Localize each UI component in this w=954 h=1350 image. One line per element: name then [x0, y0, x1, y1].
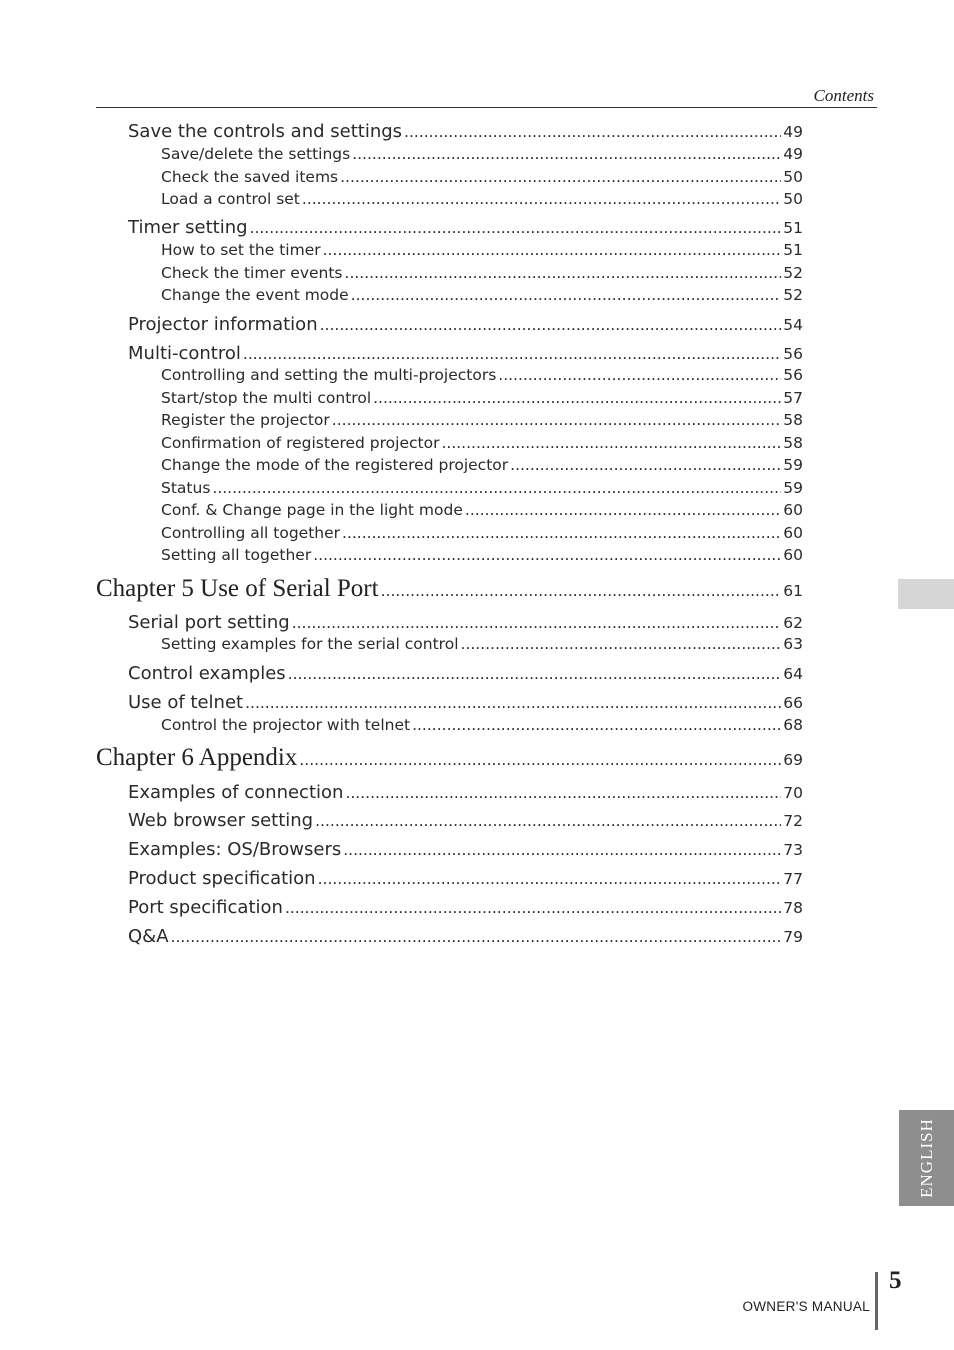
toc-entry: [128, 343, 803, 364]
toc-entry-page: 49: [783, 145, 803, 163]
toc-entry: [128, 217, 803, 238]
toc-entry: [161, 501, 803, 519]
toc-entry: [128, 612, 803, 633]
toc-entry-title: Change the mode of the registered projector: [161, 456, 509, 474]
toc-dot-leader: [498, 366, 781, 384]
toc-chapter-entry: [96, 744, 803, 772]
toc-entry: [161, 456, 803, 474]
chapter-side-tab: [898, 579, 954, 609]
toc-entry: [161, 366, 803, 384]
toc-chapter-entry: [96, 575, 803, 603]
toc-entry-title: Start/stop the multi control: [161, 389, 372, 407]
toc-dot-leader: [245, 694, 781, 712]
toc-entry-page: 59: [783, 479, 803, 497]
toc-entry: [128, 868, 803, 889]
toc-entry-page: 58: [783, 434, 803, 452]
toc-entry: [128, 121, 803, 142]
toc-dot-leader: [465, 501, 781, 519]
toc-entry-page: 56: [783, 366, 803, 384]
toc-entry: [128, 839, 803, 860]
toc-entry-page: 72: [783, 812, 803, 830]
toc-dot-leader: [212, 479, 781, 497]
toc-entry-page: 66: [783, 694, 803, 712]
toc-dot-leader: [343, 841, 781, 859]
toc-entry-page: 77: [783, 870, 803, 888]
toc-entry-page: 60: [783, 524, 803, 542]
toc-entry-page: 50: [783, 168, 803, 186]
toc-entry-title: How to set the timer: [161, 241, 321, 259]
toc-entry: [161, 479, 803, 497]
toc-dot-leader: [345, 264, 782, 282]
toc-entry-title: Setting all together: [161, 546, 312, 564]
toc-entry: [128, 663, 803, 684]
toc-dot-leader: [441, 434, 781, 452]
toc-entry-page: 57: [783, 389, 803, 407]
toc-entry-title: Control examples: [128, 663, 286, 684]
footer-rule: [875, 1272, 878, 1330]
toc-entry: [161, 190, 803, 208]
toc-dot-leader: [320, 316, 782, 334]
toc-dot-leader: [373, 389, 781, 407]
toc-entry: [161, 264, 803, 282]
toc-entry: [161, 168, 803, 186]
toc-entry-title: Product specification: [128, 868, 316, 889]
toc-dot-leader: [332, 411, 782, 429]
toc-dot-leader: [285, 899, 781, 917]
toc-entry-title: Register the projector: [161, 411, 330, 429]
toc-entry-page: 62: [783, 614, 803, 632]
toc-entry-page: 70: [783, 784, 803, 802]
toc-dot-leader: [323, 241, 782, 259]
toc-entry: [161, 546, 803, 564]
toc-entry-title: Check the timer events: [161, 264, 343, 282]
toc-entry-page: 79: [783, 928, 803, 946]
toc-entry-title: Chapter 5 Use of Serial Port: [96, 575, 379, 602]
toc-entry-title: Conf. & Change page in the light mode: [161, 501, 463, 519]
toc-entry: [161, 635, 803, 653]
toc-dot-leader: [292, 614, 782, 632]
toc-entry: [161, 524, 803, 542]
toc-entry-title: Save/delete the settings: [161, 145, 351, 163]
toc-entry-page: 58: [783, 411, 803, 429]
toc-entry-page: 51: [783, 219, 803, 237]
toc-entry-title: Confirmation of registered projector: [161, 434, 440, 452]
toc-entry-title: Examples of connection: [128, 782, 344, 803]
toc-entry: [161, 389, 803, 407]
toc-entry-title: Change the event mode: [161, 286, 349, 304]
toc-dot-leader: [288, 665, 782, 683]
toc-entry-page: 60: [783, 501, 803, 519]
toc-entry-title: Web browser setting: [128, 810, 314, 831]
toc-dot-leader: [342, 524, 781, 542]
toc-entry: [161, 241, 803, 259]
toc-dot-leader: [243, 345, 781, 363]
toc-entry-page: 68: [783, 716, 803, 734]
toc-entry-page: 59: [783, 456, 803, 474]
toc-dot-leader: [340, 168, 781, 186]
toc-entry: [161, 716, 803, 734]
toc-dot-leader: [510, 456, 781, 474]
toc-entry-page: 51: [783, 241, 803, 259]
toc-entry-page: 50: [783, 190, 803, 208]
toc-entry-title: Control the projector with telnet: [161, 716, 411, 734]
toc-entry-title: Use of telnet: [128, 692, 244, 713]
toc-dot-leader: [299, 751, 781, 769]
toc-entry: [161, 434, 803, 452]
toc-entry: [161, 286, 803, 304]
toc-entry-title: Check the saved items: [161, 168, 339, 186]
toc-dot-leader: [352, 145, 781, 163]
toc-entry-page: 63: [783, 635, 803, 653]
toc-entry-title: Serial port setting: [128, 612, 290, 633]
toc-entry-title: Timer setting: [128, 217, 248, 238]
toc-entry-title: Chapter 6 Appendix: [96, 744, 298, 771]
toc-dot-leader: [345, 784, 781, 802]
language-tab: [899, 1110, 954, 1206]
toc-dot-leader: [313, 546, 781, 564]
toc-dot-leader: [351, 286, 782, 304]
toc-entry: [161, 411, 803, 429]
toc-dot-leader: [302, 190, 781, 208]
toc-entry-page: 52: [783, 264, 803, 282]
toc-entry-page: 73: [783, 841, 803, 859]
toc-entry-title: Load a control set: [161, 190, 300, 208]
toc-entry: [128, 782, 803, 803]
toc-entry-title: Q&A: [128, 926, 169, 947]
toc-entry-page: 60: [783, 546, 803, 564]
toc-dot-leader: [381, 582, 782, 600]
language-label: ENGLISH: [916, 1118, 936, 1198]
toc-entry-page: 52: [783, 286, 803, 304]
toc-entry-title: Projector information: [128, 314, 318, 335]
toc-entry-title: Port specification: [128, 897, 283, 918]
toc-entry: [128, 810, 803, 831]
toc-dot-leader: [171, 928, 782, 946]
toc-entry-title: Multi-control: [128, 343, 241, 364]
toc-dot-leader: [461, 635, 782, 653]
toc-entry-page: 78: [783, 899, 803, 917]
toc-dot-leader: [318, 870, 782, 888]
toc-entry-title: Controlling and setting the multi-projectors: [161, 366, 497, 384]
toc-dot-leader: [250, 219, 782, 237]
toc-entry-page: 54: [783, 316, 803, 334]
toc-entry: [128, 926, 803, 947]
toc-entry: [161, 145, 803, 163]
toc-entry-title: Setting examples for the serial control: [161, 635, 459, 653]
toc-dot-leader: [404, 123, 781, 141]
toc-entry-title: Controlling all together: [161, 524, 341, 542]
toc-entry-page: 56: [783, 345, 803, 363]
toc-entry-page: 61: [783, 582, 803, 600]
toc-entry: [128, 314, 803, 335]
footer-label: OWNER'S MANUAL: [742, 1299, 870, 1314]
toc-entry-title: Status: [161, 479, 211, 497]
toc-entry: [128, 692, 803, 713]
page-number: 5: [889, 1267, 902, 1294]
toc-dot-leader: [412, 716, 781, 734]
toc-entry: [128, 897, 803, 918]
toc-entry-title: Examples: OS/Browsers: [128, 839, 342, 860]
toc-entry-page: 64: [783, 665, 803, 683]
toc-entry-page: 69: [783, 751, 803, 769]
toc-entry-page: 49: [783, 123, 803, 141]
running-head: Contents: [813, 86, 874, 105]
toc-entry-title: Save the controls and settings: [128, 121, 403, 142]
toc-dot-leader: [315, 812, 781, 830]
